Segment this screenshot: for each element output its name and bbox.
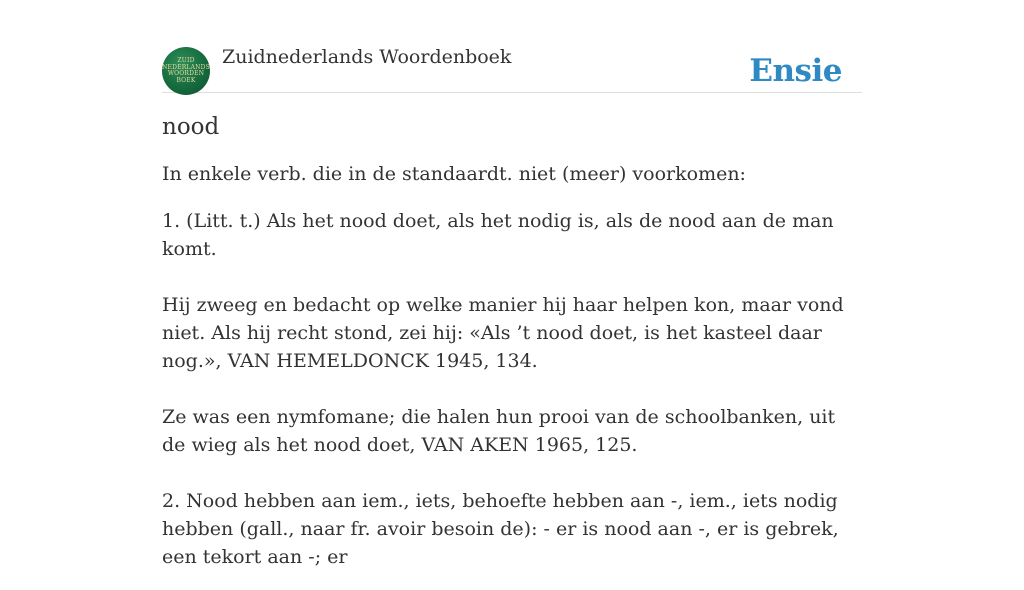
dictionary-logo[interactable] bbox=[162, 47, 210, 95]
dictionary-name-link[interactable]: Zuidnederlands Woordenboek bbox=[222, 46, 512, 68]
citation-1: Hij zweeg en bedacht op welke manier hij haar helpen kon, maar vond niet. Als hij recht stond, zei hij: «Als ’t nood doet, is het kasteel daar nog.», VAN HEMELDONCK 1945, 134. bbox=[162, 294, 844, 372]
ensie-brand-logo[interactable]: Ensie bbox=[749, 53, 842, 89]
logo-line: ZUID bbox=[177, 57, 195, 64]
definition-1: 1. (Litt. t.) Als het nood doet, als het nodig is, als de nood aan de man komt. bbox=[162, 210, 834, 260]
entry-headword: nood bbox=[162, 114, 220, 140]
entry-intro: In enkele verb. die in de standaardt. niet (meer) voorkomen: bbox=[162, 163, 746, 185]
citation-2: Ze was een nymfomane; die halen hun prooi van de schoolbanken, uit de wieg als het nood doet, VAN AKEN 1965, 125. bbox=[162, 406, 836, 456]
logo-line: WOORDEN bbox=[167, 70, 205, 77]
logo-line: NEDERLANDS bbox=[162, 63, 210, 71]
entry-content bbox=[162, 114, 862, 590]
logo-line: BOEK bbox=[176, 76, 196, 84]
site-header bbox=[162, 40, 862, 93]
definition-2: 2. Nood hebben aan iem., iets, behoefte hebben aan -, iem., iets nodig hebben (gall., naar fr. avoir besoin de): - er is nood aan -, er is gebrek, een tekort aan -; er bbox=[162, 490, 839, 568]
